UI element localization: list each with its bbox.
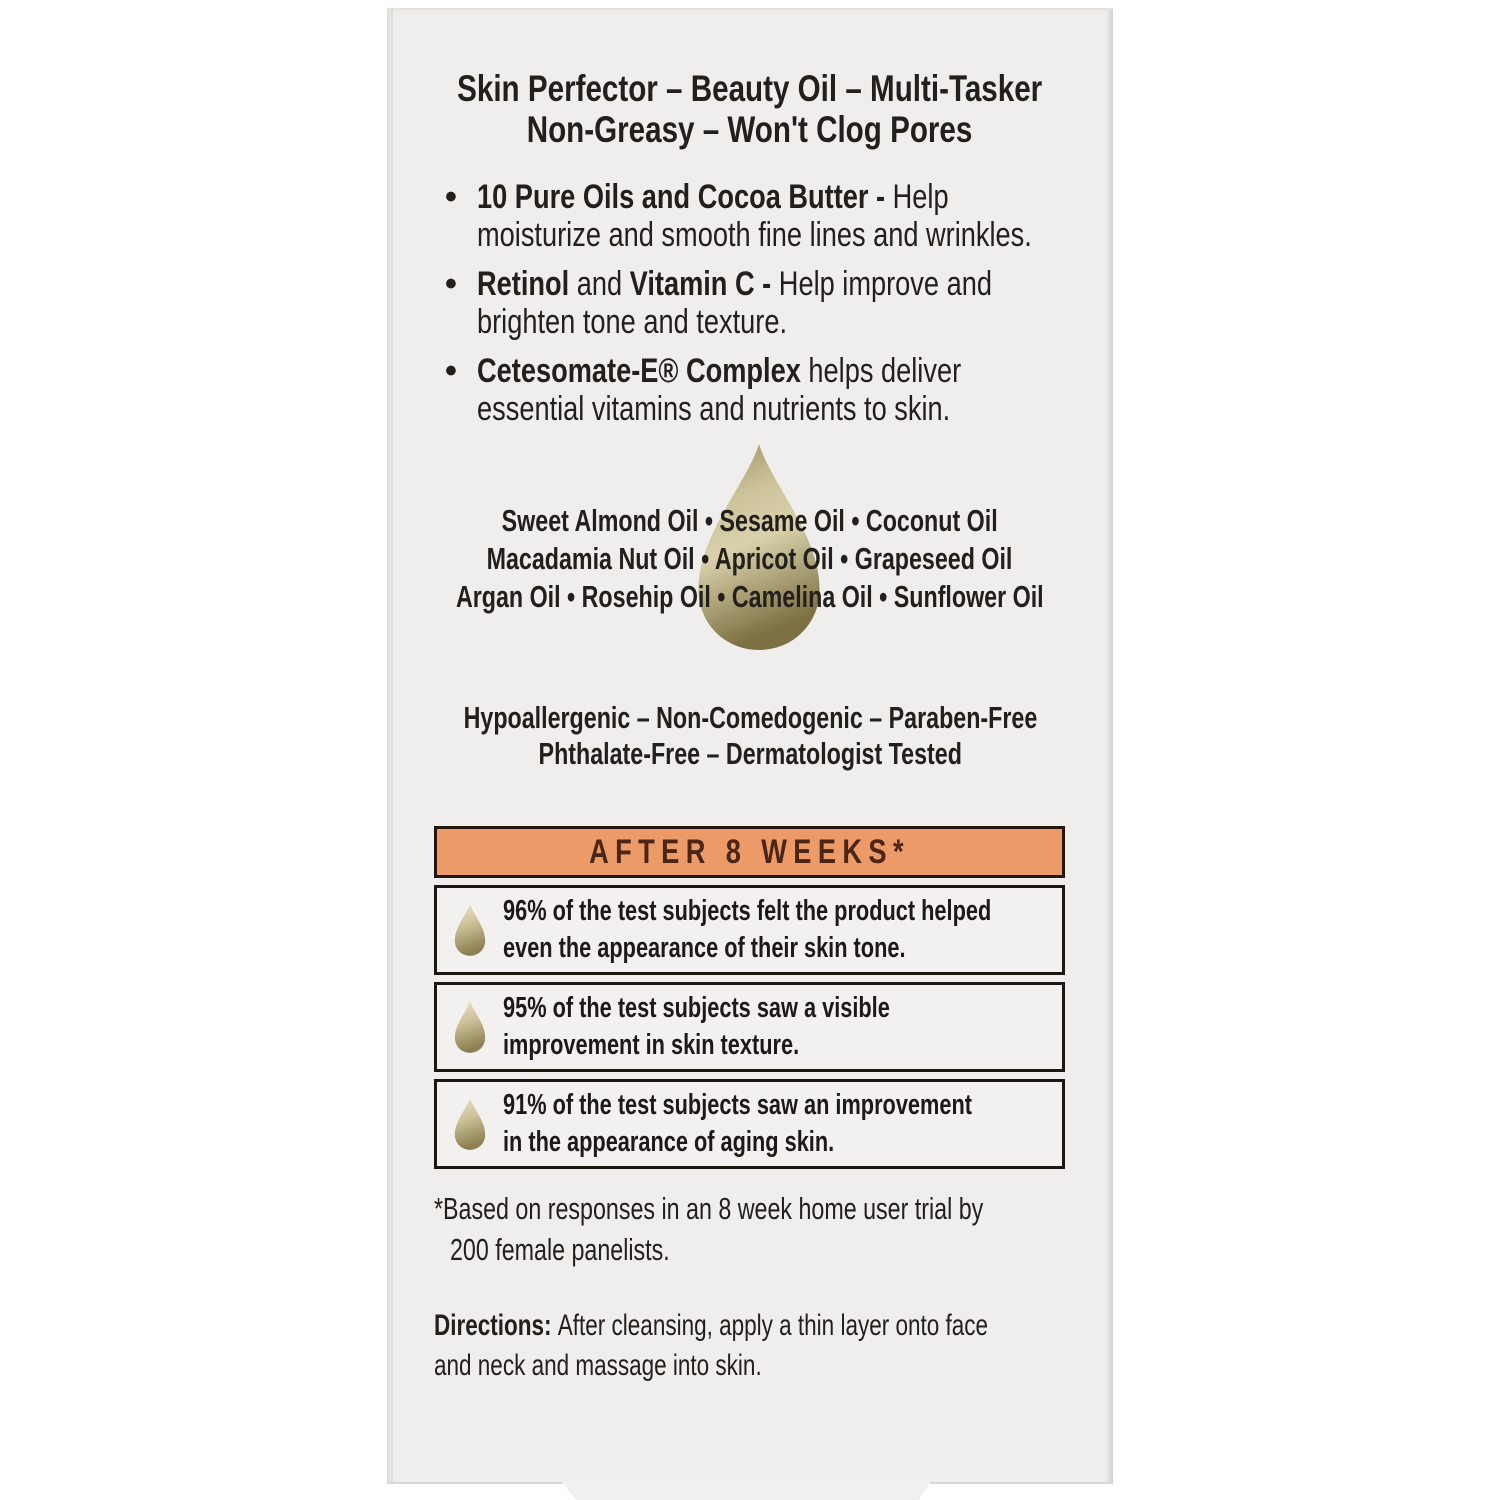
oils-line: Sweet Almond Oil • Sesame Oil • Coconut Oil xyxy=(501,503,999,538)
benefit-text: Cetesomate-E® Complex helps deliver xyxy=(477,352,962,390)
stats-row-text xyxy=(503,893,1154,967)
stats-row xyxy=(434,885,1065,975)
claims-line1: Hypoallergenic – Non-Comedogenic – Paraben-Free xyxy=(463,700,1037,735)
stats-header-label: AFTER 8 WEEKS* xyxy=(589,832,910,871)
package-back-panel xyxy=(387,8,1113,1484)
box-flap xyxy=(555,1479,937,1500)
stats-row xyxy=(434,1079,1065,1169)
stats-row xyxy=(434,982,1065,1072)
oil-droplet-icon xyxy=(451,903,489,957)
benefit-text: moisturize and smooth fine lines and wrinkles. xyxy=(477,216,1032,254)
directions xyxy=(434,1306,1173,1386)
benefit-text: brighten tone and texture. xyxy=(477,303,787,341)
oils-line: Macadamia Nut Oil • Apricot Oil • Grapeseed Oil xyxy=(487,541,1013,576)
benefit-text: 10 Pure Oils and Cocoa Butter - Help xyxy=(477,178,949,216)
marketing-headline xyxy=(387,68,1113,150)
benefit-item-oils xyxy=(445,178,1171,254)
headline-line2: Non-Greasy – Won't Clog Pores xyxy=(527,109,973,150)
stats-line: 95% of the test subjects saw a visible xyxy=(503,992,890,1024)
product-claims xyxy=(387,700,1113,772)
benefit-text: Retinol and Vitamin C - Help improve and xyxy=(477,265,992,303)
stats-row-text xyxy=(503,990,1019,1064)
headline-line1: Skin Perfector – Beauty Oil – Multi-Tasker xyxy=(457,68,1043,109)
benefit-list xyxy=(445,178,1171,439)
stats-header xyxy=(434,826,1065,878)
stats-line: improvement in skin texture. xyxy=(503,1029,800,1061)
clinical-results-table xyxy=(434,826,1065,1176)
benefit-text: essential vitamins and nutrients to skin. xyxy=(477,390,951,428)
footnote-line1: *Based on responses in an 8 week home user trial by xyxy=(434,1191,984,1226)
stats-line: 96% of the test subjects felt the product helped xyxy=(503,895,992,927)
directions-line2: and neck and massage into skin. xyxy=(434,1349,762,1382)
benefit-item-complex xyxy=(445,352,1171,428)
stats-line: even the appearance of their skin tone. xyxy=(503,932,906,964)
benefit-item-retinol xyxy=(445,265,1171,341)
bullet-marker: • xyxy=(445,178,457,216)
footnote-line2: 200 female panelists. xyxy=(450,1232,670,1267)
bullet-marker: • xyxy=(445,352,457,390)
bullet-marker: • xyxy=(445,265,457,303)
stats-row-text xyxy=(503,1087,1128,1161)
stats-line: in the appearance of aging skin. xyxy=(503,1126,835,1158)
directions-line1: Directions: After cleansing, apply a thin layer onto face xyxy=(434,1309,989,1342)
oils-line: Argan Oil • Rosehip Oil • Camelina Oil • Sunflower Oil xyxy=(456,579,1044,614)
oil-droplet-icon xyxy=(451,1097,489,1151)
stats-line: 91% of the test subjects saw an improvement xyxy=(503,1089,972,1121)
footnote xyxy=(434,1188,1166,1270)
claims-line2: Phthalate-Free – Dermatologist Tested xyxy=(538,736,962,771)
oil-droplet-icon xyxy=(451,1000,489,1054)
oil-ingredients-list xyxy=(387,502,1113,616)
